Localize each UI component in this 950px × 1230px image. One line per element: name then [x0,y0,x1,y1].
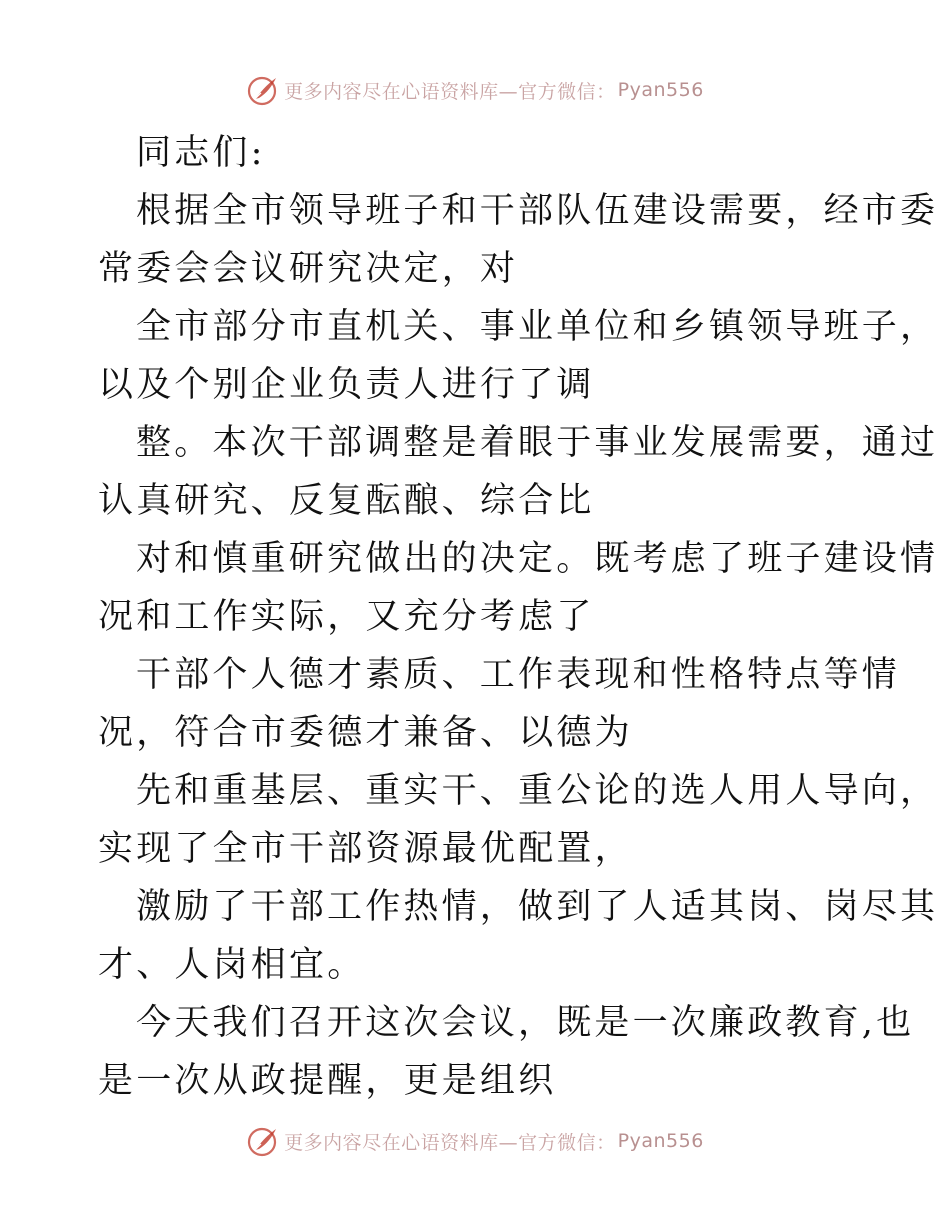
text-line: 是一次从政提醒，更是组织 [98,1061,557,1101]
text-line: 对和慎重研究做出的决定。既考虑了班子建设情 [136,539,939,579]
quill-logo-icon [246,1124,280,1158]
document-body [98,124,939,1110]
text-line: 才、人岗相宜。 [98,945,366,985]
text-line: 常委会会议研究决定，对 [98,249,519,289]
header-watermark [0,70,950,110]
text-line: 况和工作实际，又充分考虑了 [98,597,595,637]
text-line: 全市部分市直机关、事业单位和乡镇领导班子， [136,307,939,347]
watermark-text: 更多内容尽在心语资料库—官方微信： [284,80,616,103]
text-line: 根据全市领导班子和干部队伍建设需要，经市委 [136,191,939,231]
watermark-id: Pyan556 [617,1130,704,1152]
footer-watermark [0,1121,950,1161]
watermark-text: 更多内容尽在心语资料库—官方微信： [284,1131,616,1154]
text-line: 先和重基层、重实干、重公论的选人用人导向， [136,771,939,811]
text-line: 实现了全市干部资源最优配置， [98,829,633,869]
text-line: 激励了干部工作热情，做到了人适其岗、岗尽其 [136,887,939,927]
text-line: 干部个人德才素质、工作表现和性格特点等情 [136,655,901,695]
text-line: 同志们: [136,133,266,173]
text-line: 今天我们召开这次会议，既是一次廉政教育,也 [136,1003,915,1043]
text-line: 认真研究、反复酝酿、综合比 [98,481,595,521]
text-line: 以及个别企业负责人进行了调 [98,365,595,405]
quill-logo-icon [246,73,280,107]
watermark-id: Pyan556 [617,79,704,101]
text-line: 况，符合市委德才兼备、以德为 [98,713,633,753]
text-line: 整。本次干部调整是着眼于事业发展需要，通过 [136,423,939,463]
